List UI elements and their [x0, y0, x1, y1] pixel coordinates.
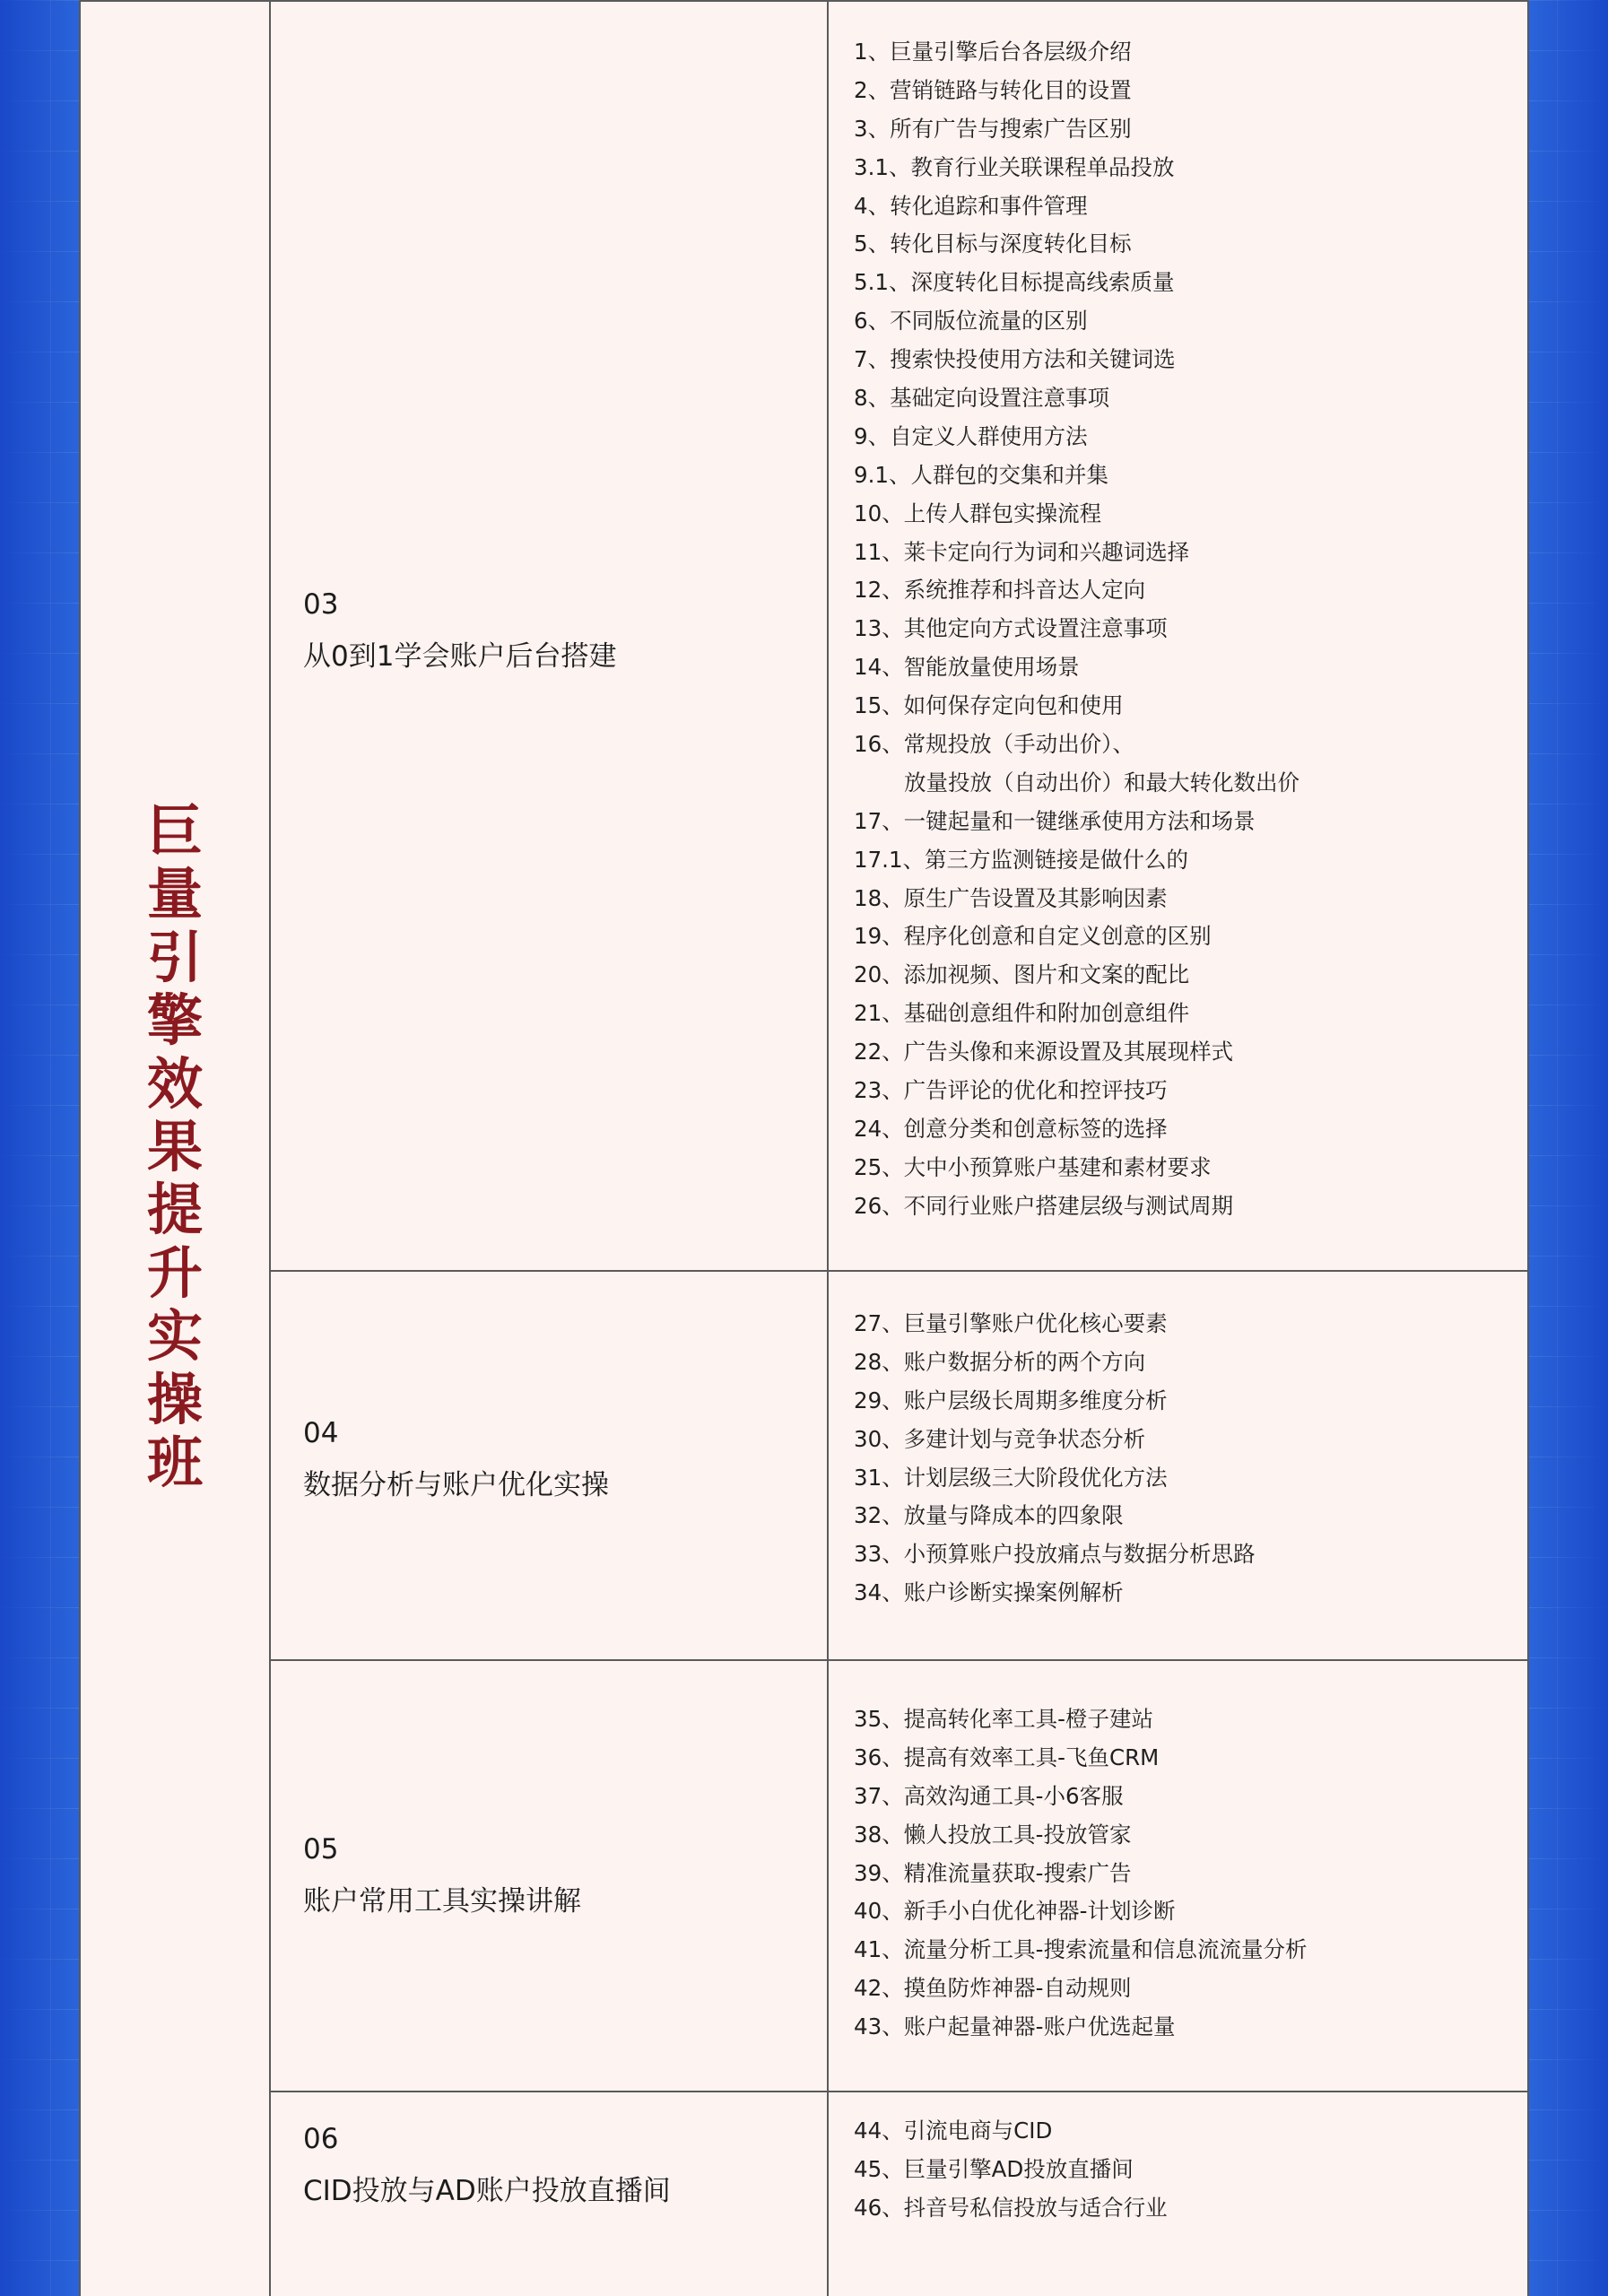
lesson-item: 8、基础定向设置注意事项: [854, 385, 1110, 412]
course-title-char: 班: [146, 1430, 203, 1496]
module-cell: [271, 2092, 829, 2296]
lesson-item: 23、广告评论的优化和控评技巧: [854, 1077, 1168, 1104]
course-title-char: 量: [146, 861, 203, 927]
lesson-list: [854, 1305, 1256, 1613]
lesson-item: 41、流量分析工具-搜索流量和信息流流量分析: [854, 1936, 1308, 1963]
module-heading: [303, 1407, 609, 1511]
lesson-item: 21、基础创意组件和附加创意组件: [854, 1000, 1190, 1027]
module-number: 03: [303, 588, 339, 621]
course-title-char: 引: [146, 924, 203, 990]
lesson-item: 13、其他定向方式设置注意事项: [854, 615, 1168, 642]
module-title: 从0到1学会账户后台搭建: [303, 640, 617, 673]
module-number: 05: [303, 1833, 339, 1866]
lesson-item: 46、抖音号私信投放与适合行业: [854, 2194, 1168, 2221]
lesson-item: 37、高效沟通工具-小6客服: [854, 1782, 1124, 1809]
lesson-item: 12、系统推荐和抖音达人定向: [854, 577, 1146, 604]
module-heading: [303, 2113, 671, 2217]
lesson-item: 17.1、第三方监测链接是做什么的: [854, 846, 1189, 873]
course-name-column: [81, 0, 271, 2296]
module-title: CID投放与AD账户投放直播间: [303, 2175, 671, 2207]
lesson-item: 43、账户起量神器-账户优选起量: [854, 2013, 1176, 2040]
lesson-item: 36、提高有效率工具-飞鱼CRM: [854, 1744, 1160, 1770]
lesson-item: 28、账户数据分析的两个方向: [854, 1348, 1146, 1375]
lesson-item: 25、大中小预算账户基建和素材要求: [854, 1153, 1212, 1180]
lesson-item: 5.1、深度转化目标提高线索质量: [854, 269, 1175, 296]
lesson-item: 24、创意分类和创意标签的选择: [854, 1115, 1168, 1142]
lesson-item: 5、转化目标与深度转化目标: [854, 230, 1132, 257]
lesson-item: 32、放量与降成本的四象限: [854, 1502, 1124, 1529]
module-cell: [271, 2, 829, 1270]
course-title-char: 升: [146, 1239, 203, 1306]
lesson-item: 38、懒人投放工具-投放管家: [854, 1821, 1132, 1848]
lesson-item: 3.1、教育行业关联课程单品投放: [854, 153, 1175, 180]
lesson-item: 10、上传人群包实操流程: [854, 500, 1102, 526]
lesson-item: 40、新手小白优化神器-计划诊断: [854, 1898, 1176, 1925]
lesson-item: 29、账户层级长周期多维度分析: [854, 1387, 1168, 1413]
module-cell: [271, 1661, 829, 2091]
lesson-item: 31、计划层级三大阶段优化方法: [854, 1464, 1168, 1491]
course-title-char: 效: [146, 1050, 203, 1117]
course-title: [81, 800, 269, 1494]
module-row-06: [271, 2092, 1527, 2296]
lesson-list: [854, 2112, 1168, 2228]
lesson-item: 44、引流电商与CID: [854, 2118, 1053, 2144]
lesson-item: 9、自定义人群使用方法: [854, 422, 1088, 449]
lesson-item: 放量投放（自动出价）和最大转化数出价: [904, 769, 1299, 796]
right-blue-border: [1529, 0, 1608, 2296]
course-title-char: 果: [146, 1114, 203, 1180]
lesson-item: 18、原生广告设置及其影响因素: [854, 884, 1168, 911]
module-number: 06: [303, 2123, 339, 2155]
lesson-item: 34、账户诊断实操案例解析: [854, 1579, 1124, 1606]
left-blue-border: [0, 0, 79, 2296]
lesson-item: 20、添加视频、图片和文案的配比: [854, 961, 1190, 988]
lesson-item: 16、常规投放（手动出价）、: [854, 731, 1134, 758]
lesson-list: [854, 33, 1299, 1226]
lesson-item: 33、小预算账户投放痛点与数据分析思路: [854, 1541, 1256, 1568]
lesson-item: 27、巨量引擎账户优化核心要素: [854, 1310, 1168, 1336]
lesson-item: 30、多建计划与竞争状态分析: [854, 1425, 1146, 1452]
lesson-item: 6、不同版位流量的区别: [854, 308, 1088, 335]
lesson-item: 2、营销链路与转化目的设置: [854, 76, 1132, 103]
course-title-char: 操: [146, 1366, 203, 1432]
module-cell: [271, 1272, 829, 1659]
lesson-item: 1、巨量引擎后台各层级介绍: [854, 39, 1132, 65]
module-row-03: [271, 2, 1527, 1272]
lesson-item: 7、搜索快投使用方法和关键词选: [854, 346, 1176, 373]
lesson-item: 15、如何保存定向包和使用: [854, 692, 1124, 719]
lesson-item: 42、摸鱼防炸神器-自动规则: [854, 1975, 1132, 2002]
lesson-item: 19、程序化创意和自定义创意的区别: [854, 923, 1212, 950]
lesson-item: 35、提高转化率工具-橙子建站: [854, 1706, 1154, 1732]
lesson-item: 3、所有广告与搜索广告区别: [854, 115, 1132, 142]
lesson-item: 45、巨量引擎AD投放直播间: [854, 2155, 1134, 2182]
lesson-item: 9.1、人群包的交集和并集: [854, 461, 1108, 488]
curriculum-table: [79, 0, 1529, 2296]
module-heading: [303, 578, 616, 683]
module-number: 04: [303, 1417, 339, 1449]
module-heading: [303, 1823, 581, 1927]
lesson-item: 11、莱卡定向行为词和兴趣词选择: [854, 538, 1190, 565]
module-title: 数据分析与账户优化实操: [303, 1469, 609, 1501]
lesson-item: 14、智能放量使用场景: [854, 654, 1080, 681]
course-title-char: 擎: [146, 987, 203, 1054]
lesson-list: [854, 1700, 1308, 2047]
course-title-char: 巨: [146, 798, 203, 864]
course-title-char: 实: [146, 1303, 203, 1370]
lesson-item: 39、精准流量获取-搜索广告: [854, 1859, 1132, 1886]
module-title: 账户常用工具实操讲解: [303, 1885, 581, 1918]
lesson-item: 4、转化追踪和事件管理: [854, 192, 1088, 219]
lesson-item: 17、一键起量和一键继承使用方法和场景: [854, 807, 1256, 834]
lesson-item: 26、不同行业账户搭建层级与测试周期: [854, 1192, 1234, 1219]
course-title-char: 提: [146, 1177, 203, 1243]
module-row-05: [271, 1661, 1527, 2092]
module-row-04: [271, 1272, 1527, 1661]
lesson-item: 22、广告头像和来源设置及其展现样式: [854, 1039, 1234, 1065]
